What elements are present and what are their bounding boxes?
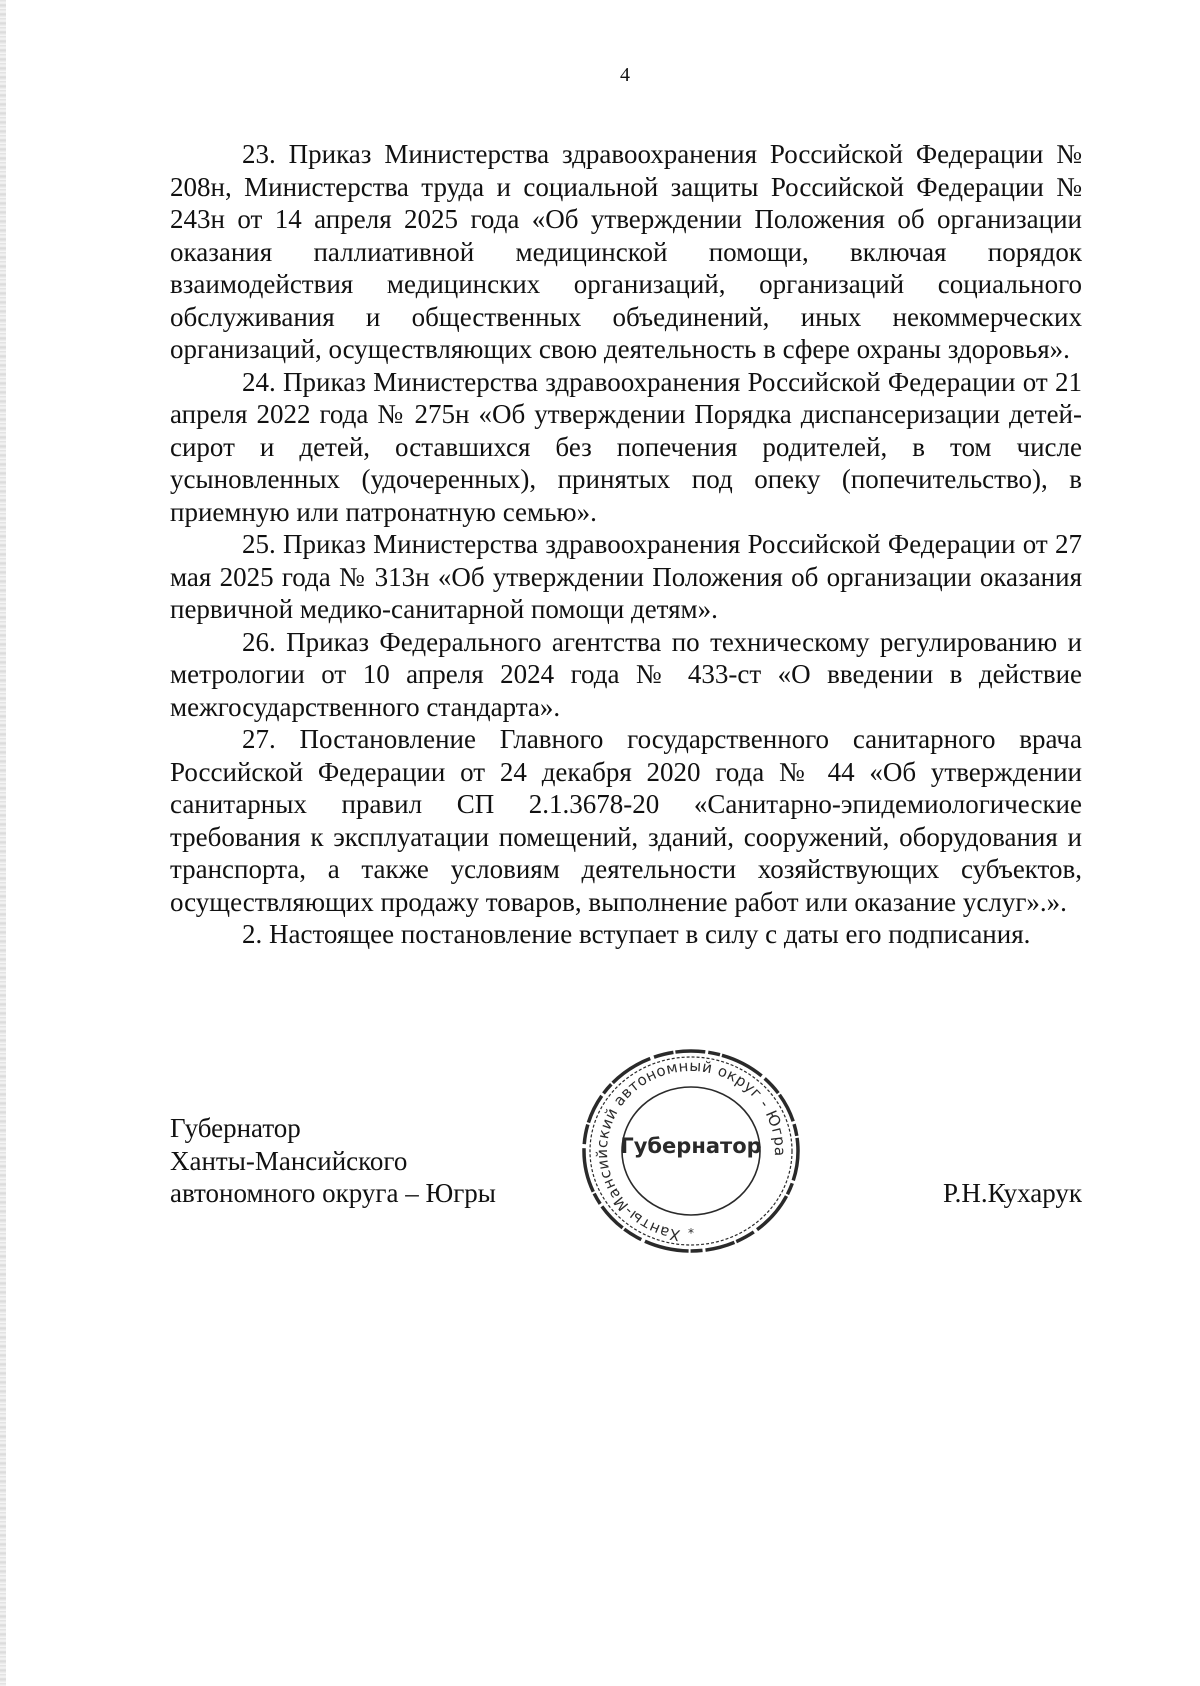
signatory-position-line: Губернатор	[170, 1113, 301, 1143]
paragraph-item-24: 24. Приказ Министерства здравоохранения Российской Федерации от 21 апреля 2022 года № 275н «Об утверждении Порядка диспансеризации детей-сирот и детей, оставшихся без попечения родителей, в том числе усыновленных (удочеренных), принятых под опеку (попечительство), в приемную или патронатную семью».	[170, 366, 1082, 527]
scan-edge-artifact	[0, 0, 6, 1686]
signatory-position-line: Ханты-Мансийского	[170, 1145, 408, 1176]
signatory-position-line: автономного округа – Югры	[170, 1178, 496, 1208]
paragraph-effective-date: 2. Настоящее постановление вступает в силу с даты его подписания.	[242, 919, 1031, 949]
seal-center-text: Губернатор	[620, 1134, 762, 1158]
paragraph-item-23: 23. Приказ Министерства здравоохранения Российской Федерации № 208н, Министерства труда и социальной защиты Российской Федерации № 243н от 14 апреля 2025 года «Об утверждении Положения об организации оказания паллиативной медицинской помощи, включая порядок взаимодействия медицинских организаций, организаций социального обслуживания и общественных объединений, иных некоммерческих организаций, осуществляющих свою деятельность в сфере охраны здоровья».	[170, 139, 1082, 364]
seal-stamp-graphic	[578, 1045, 804, 1257]
paragraph-item-25: 25. Приказ Министерства здравоохранения Российской Федерации от 27 мая 2025 года № 313н «Об утверждении Положения об организации оказания первичной медико-санитарной помощи детям».	[170, 529, 1082, 624]
page-number: 4	[620, 64, 630, 86]
document-body	[170, 138, 1082, 951]
official-seal	[578, 1045, 804, 1257]
seal-ring-text: Ханты-Мансийский автономный округ - Югра	[592, 1056, 790, 1245]
signatory-position	[170, 1112, 496, 1210]
signatory-name: Р.Н.Кухарук	[942, 1178, 1082, 1208]
paragraph-item-27: 27. Постановление Главного государственного санитарного врача Российской Федерации от 24 декабря 2020 года № 44 «Об утверждении санитарных правил СП 2.1.3678-20 «Санитарно-эпидемиологические требования к эксплуатации помещений, зданий, сооружений, оборудования и транспорта, а также условиям деятельности хозяйствующих субъектов, осуществляющих продажу товаров, выполнение работ или оказание услуг».».	[170, 724, 1082, 917]
seal-star-icon: *	[688, 1226, 694, 1240]
paragraph-item-26: 26. Приказ Федерального агентства по техническому регулированию и метрологии от 10 апреля 2024 года № 433-ст «О введении в действие межгосударственного стандарта».	[170, 626, 1082, 722]
